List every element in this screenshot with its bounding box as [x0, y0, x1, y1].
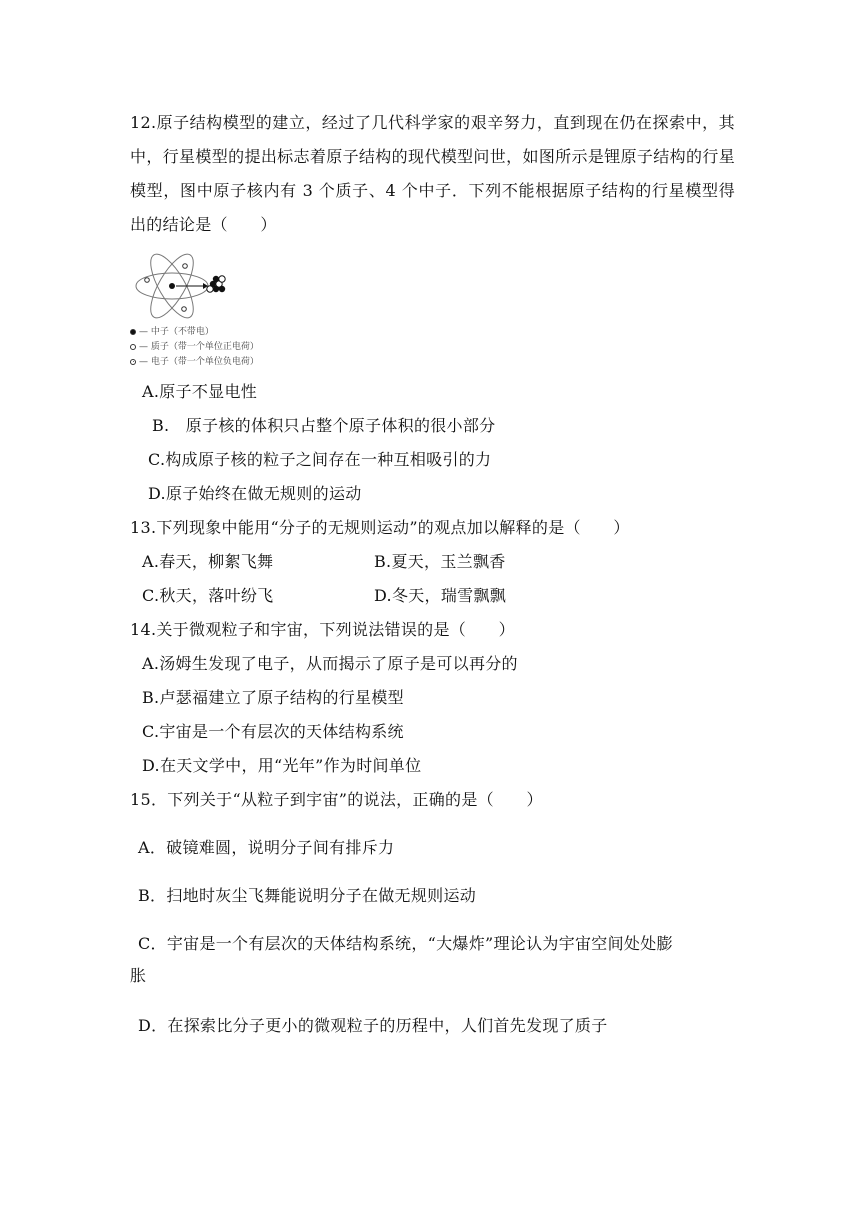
- legend-electron: — 电子（带一个单位负电荷）: [130, 356, 259, 368]
- electron-1-icon: [145, 278, 150, 283]
- q15-option-c-continued: 胀: [130, 966, 147, 985]
- q14-option-a: A.汤姆生发现了电子，从而揭示了原子是可以再分的: [142, 654, 518, 673]
- electron-marker-icon: [130, 359, 136, 365]
- q12-option-b: B. 原子核的体积只占整个原子体积的很小部分: [152, 416, 496, 435]
- q12-option-a: A.原子不显电性: [142, 382, 258, 401]
- q13-option-d: D.冬天，瑞雪飘飘: [374, 586, 507, 605]
- nucleus-icon: [169, 283, 175, 289]
- q13-option-a: A.春天，柳絮飞舞: [142, 552, 274, 571]
- neutron-marker-icon: [130, 329, 136, 335]
- nucleus-magnified-icon: [207, 276, 225, 292]
- question-13-stem: 13.下列现象中能用“分子的无规则运动”的观点加以解释的是（ ）: [130, 518, 630, 537]
- electron-3-icon: [182, 307, 187, 312]
- q12-option-d: D.原子始终在做无规则的运动: [148, 484, 362, 503]
- q13-option-b: B.夏天，玉兰飘香: [374, 552, 506, 571]
- q14-option-b: B.卢瑟福建立了原子结构的行星模型: [142, 688, 404, 707]
- question-15-stem: 15．下列关于“从粒子到宇宙”的说法，正确的是（ ）: [130, 790, 543, 809]
- legend-proton: — 质子（带一个单位正电荷）: [130, 341, 259, 353]
- question-14-stem: 14.关于微观粒子和宇宙，下列说法错误的是（ ）: [130, 620, 515, 639]
- proton-marker-icon: [130, 344, 136, 350]
- q15-option-c: C．宇宙是一个有层次的天体结构系统，“大爆炸”理论认为宇宙空间处处膨: [138, 934, 673, 953]
- q13-option-c: C.秋天，落叶纷飞: [142, 586, 274, 605]
- q12-option-c: C.构成原子核的粒子之间存在一种互相吸引的力: [148, 450, 492, 469]
- q14-option-c: C.宇宙是一个有层次的天体结构系统: [142, 722, 404, 741]
- q14-option-d: D.在天文学中，用“光年”作为时间单位: [142, 756, 422, 775]
- q15-option-d: D．在探索比分子更小的微观粒子的历程中，人们首先发现了质子: [138, 1016, 608, 1035]
- q15-option-b: B．扫地时灰尘飞舞能说明分子在做无规则运动: [138, 886, 477, 905]
- legend-neutron: — 中子（不带电）: [130, 326, 214, 338]
- question-12-stem: 12.原子结构模型的建立，经过了几代科学家的艰辛努力，直到现在仍在探索中，其中，行星模型的提出标志着原子结构的现代模型问世，如图所示是锂原子结构的行星模型，图中原子核内有 3 个质子、4 个中子．下列不能根据原子结构的行星模型得出的结论是（ ）: [130, 113, 735, 234]
- q15-option-a: A．破镜难圆，说明分子间有排斥力: [138, 838, 395, 857]
- electron-2-icon: [183, 264, 188, 269]
